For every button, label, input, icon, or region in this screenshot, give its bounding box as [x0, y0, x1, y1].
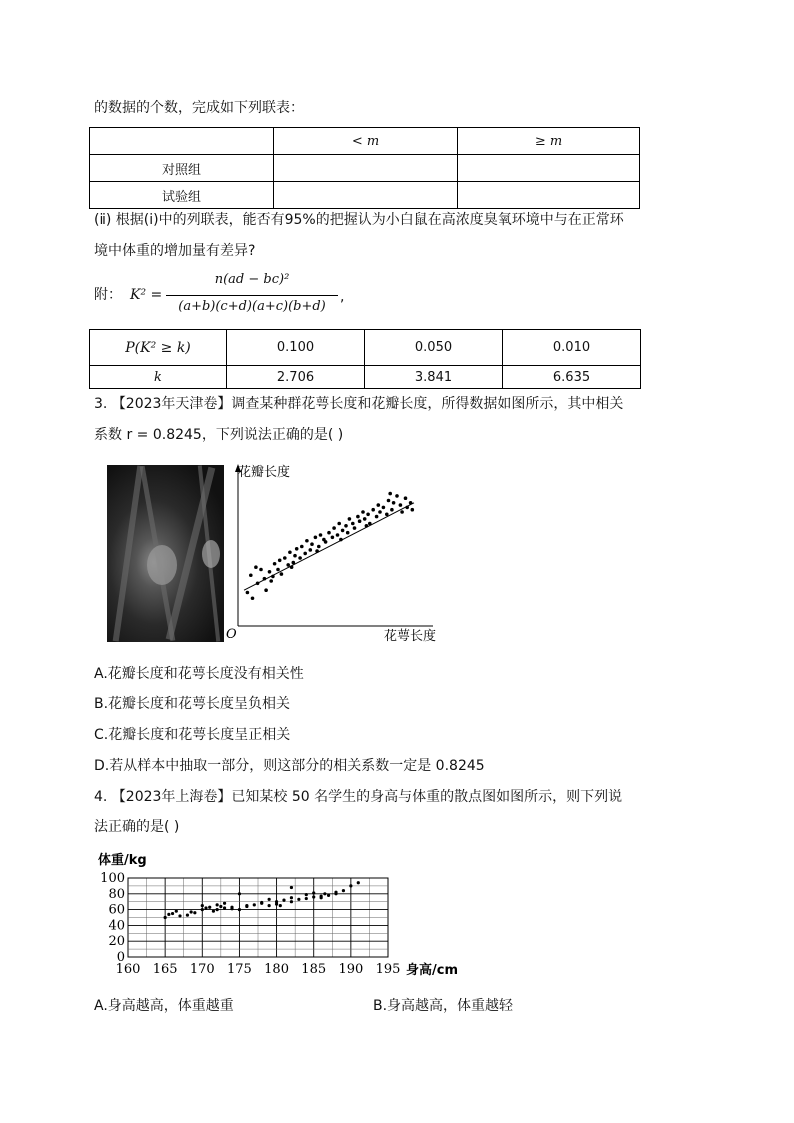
x-tick-label: 175	[227, 962, 252, 977]
y-tick-label: 20	[108, 934, 125, 950]
contingency-table	[89, 127, 640, 209]
table-cell: 0.050	[365, 330, 503, 366]
data-point	[269, 579, 273, 583]
data-point	[363, 517, 367, 521]
data-point	[356, 515, 360, 519]
data-point	[339, 538, 343, 542]
intro-line: 的数据的个数，完成如下列联表：	[94, 100, 304, 116]
data-point	[337, 522, 341, 526]
table-cell	[274, 155, 458, 182]
data-point	[358, 519, 362, 523]
table-row	[90, 155, 640, 182]
data-point	[275, 902, 278, 905]
data-point	[341, 529, 345, 533]
option-a: A.花瓣长度和花萼长度没有相关性	[94, 666, 304, 682]
data-point	[399, 503, 403, 507]
data-point	[290, 896, 293, 899]
data-point	[390, 508, 394, 512]
data-point	[223, 902, 226, 905]
data-point	[268, 898, 271, 901]
data-point	[319, 533, 323, 537]
data-point	[245, 905, 248, 908]
formula-lhs: K² =	[130, 287, 163, 303]
y-tick-label: 0	[116, 950, 125, 965]
data-point	[171, 912, 174, 915]
data-point	[392, 501, 396, 505]
data-point	[323, 892, 326, 895]
data-point	[387, 499, 391, 503]
data-point	[305, 539, 309, 543]
data-point	[361, 510, 365, 514]
height-weight-scatter-chart	[94, 850, 474, 980]
data-point	[164, 916, 167, 919]
data-point	[290, 565, 294, 569]
question-4-line-2: 法正确的是( )	[94, 819, 180, 835]
data-point	[314, 536, 318, 540]
table-cell: < m	[274, 128, 458, 155]
data-point	[280, 572, 284, 576]
data-point	[400, 510, 404, 514]
data-point	[201, 908, 204, 911]
option-b: B.花瓣长度和花萼长度呈负相关	[94, 696, 291, 712]
data-point	[404, 496, 408, 500]
fraction-bar	[166, 295, 338, 296]
data-point	[409, 501, 413, 505]
y-tick-label: 80	[108, 886, 125, 902]
formula-suffix: ,	[340, 289, 345, 305]
data-point	[178, 914, 181, 917]
data-point	[351, 522, 355, 526]
data-point	[378, 510, 382, 514]
table-cell: P(K² ≥ k)	[90, 330, 227, 366]
table-row	[90, 366, 641, 389]
y-tick-label: 40	[108, 918, 125, 934]
data-point	[357, 881, 360, 884]
data-point	[278, 559, 282, 563]
data-point	[219, 905, 222, 908]
data-point	[353, 526, 357, 530]
data-point	[273, 562, 277, 566]
x-tick-label: 185	[301, 962, 327, 977]
x-axis-label: 花萼长度	[384, 629, 437, 644]
y-axis-label: 体重/kg	[98, 853, 147, 868]
x-tick-label: 180	[264, 962, 289, 977]
table-cell: ≥ m	[458, 128, 640, 155]
data-point	[246, 591, 250, 595]
data-point	[212, 910, 215, 913]
table-row	[90, 128, 640, 155]
data-point	[238, 908, 241, 911]
data-point	[375, 515, 379, 519]
table-cell	[458, 182, 640, 209]
data-point	[395, 494, 399, 498]
data-point	[254, 565, 258, 569]
data-point	[290, 886, 293, 889]
data-point	[201, 904, 204, 907]
data-point	[204, 906, 207, 909]
data-point	[305, 897, 308, 900]
table-cell: 0.010	[503, 330, 641, 366]
q4-option-a: A.身高越高，体重越重	[94, 998, 234, 1014]
data-point	[303, 552, 307, 556]
origin-label: O	[226, 627, 237, 642]
critical-value-table	[89, 329, 641, 389]
data-point	[312, 895, 315, 898]
table-cell: k	[90, 366, 227, 389]
data-point	[175, 910, 178, 913]
data-point	[193, 911, 196, 914]
y-axis-label: 花瓣长度	[238, 465, 291, 480]
data-point	[190, 910, 193, 913]
data-point	[366, 513, 370, 517]
table-cell: 3.841	[365, 366, 503, 389]
x-axis-label: 身高/cm	[406, 963, 459, 978]
data-point	[216, 903, 219, 906]
table-cell	[90, 128, 274, 155]
data-point	[279, 904, 282, 907]
data-point	[312, 891, 315, 894]
data-point	[230, 906, 233, 909]
data-point	[293, 554, 297, 558]
question-3-line-2: 系数 r = 0.8245，下列说法正确的是( )	[94, 427, 344, 443]
data-point	[251, 596, 255, 600]
data-point	[327, 894, 330, 897]
question-4-line-1: 4. 【2023年上海卷】已知某校 50 名学生的身高与体重的散点图如图所示，则下列说	[94, 789, 623, 805]
data-point	[305, 893, 308, 896]
x-tick-label: 190	[338, 962, 364, 977]
data-point	[249, 573, 253, 577]
data-point	[300, 545, 304, 549]
table-cell: 试验组	[90, 182, 274, 209]
data-point	[309, 548, 313, 552]
data-point	[253, 903, 256, 906]
data-point	[377, 503, 381, 507]
data-point	[365, 524, 369, 528]
table-row	[90, 182, 640, 209]
table-row	[90, 330, 641, 366]
y-tick-label: 60	[108, 902, 125, 918]
sepal-petal-scatter-chart	[224, 458, 454, 650]
question-ii-line-1: (ⅱ) 根据(ⅰ)中的列联表，能否有95%的把握认为小白鼠在高浓度臭氧环境中与在正常环	[94, 212, 624, 228]
data-point	[292, 561, 296, 565]
data-point	[371, 508, 375, 512]
data-point	[259, 568, 263, 572]
data-point	[346, 531, 350, 535]
table-cell	[274, 182, 458, 209]
data-point	[295, 547, 299, 551]
data-point	[315, 549, 319, 553]
table-cell: 2.706	[227, 366, 365, 389]
data-point	[223, 906, 226, 909]
data-point	[405, 506, 409, 510]
data-point	[310, 542, 314, 546]
data-point	[297, 898, 300, 901]
data-point	[264, 588, 268, 592]
data-point	[344, 524, 348, 528]
data-point	[283, 556, 287, 560]
data-point	[186, 914, 189, 917]
data-point	[331, 536, 335, 540]
data-point	[388, 492, 392, 496]
question-ii-line-2: 境中体重的增加量有差异?	[94, 243, 256, 259]
table-cell: 0.100	[227, 330, 365, 366]
data-point	[260, 901, 263, 904]
data-point	[208, 906, 211, 909]
data-point	[268, 570, 272, 574]
x-tick-label: 165	[152, 962, 178, 977]
x-tick-label: 170	[189, 962, 215, 977]
formula-prefix: 附：	[94, 287, 122, 303]
data-point	[334, 891, 337, 894]
data-point	[290, 900, 293, 903]
data-point	[276, 568, 280, 572]
data-point	[349, 884, 352, 887]
data-point	[167, 913, 170, 916]
data-point	[348, 517, 352, 521]
formula-numerator: n(ad − bc)²	[214, 272, 290, 287]
data-point	[342, 889, 345, 892]
option-d: D.若从样本中抽取一部分，则这部分的相关系数一定是 0.8245	[94, 758, 485, 774]
data-point	[271, 575, 275, 579]
data-point	[256, 582, 260, 586]
data-point	[324, 540, 328, 544]
data-point	[336, 533, 340, 537]
option-c: C.花瓣长度和花萼长度呈正相关	[94, 727, 291, 743]
data-point	[238, 892, 241, 895]
table-cell	[458, 155, 640, 182]
data-point	[332, 526, 336, 530]
data-point	[317, 545, 321, 549]
data-point	[288, 550, 292, 554]
y-tick-label: 100	[100, 871, 125, 886]
data-point	[282, 899, 285, 902]
x-tick-label: 195	[375, 962, 401, 977]
iris-photo	[107, 465, 224, 642]
question-3-line-1: 3. 【2023年天津卷】调查某种群花萼长度和花瓣长度，所得数据如图所示，其中相关	[94, 396, 624, 412]
data-point	[368, 522, 372, 526]
data-point	[298, 556, 302, 560]
data-point	[286, 563, 290, 567]
trend-line	[244, 503, 414, 590]
data-point	[385, 513, 389, 517]
data-point	[411, 508, 415, 512]
data-point	[268, 904, 271, 907]
q4-option-b: B.身高越高，体重越轻	[373, 998, 514, 1014]
table-cell: 对照组	[90, 155, 274, 182]
data-point	[327, 531, 331, 535]
data-point	[216, 908, 219, 911]
table-cell: 6.635	[503, 366, 641, 389]
data-point	[320, 895, 323, 898]
x-tick-label: 160	[115, 962, 141, 977]
data-point	[382, 506, 386, 510]
formula-denominator: (a+b)(c+d)(a+c)(b+d)	[178, 299, 326, 314]
data-point	[263, 577, 267, 581]
